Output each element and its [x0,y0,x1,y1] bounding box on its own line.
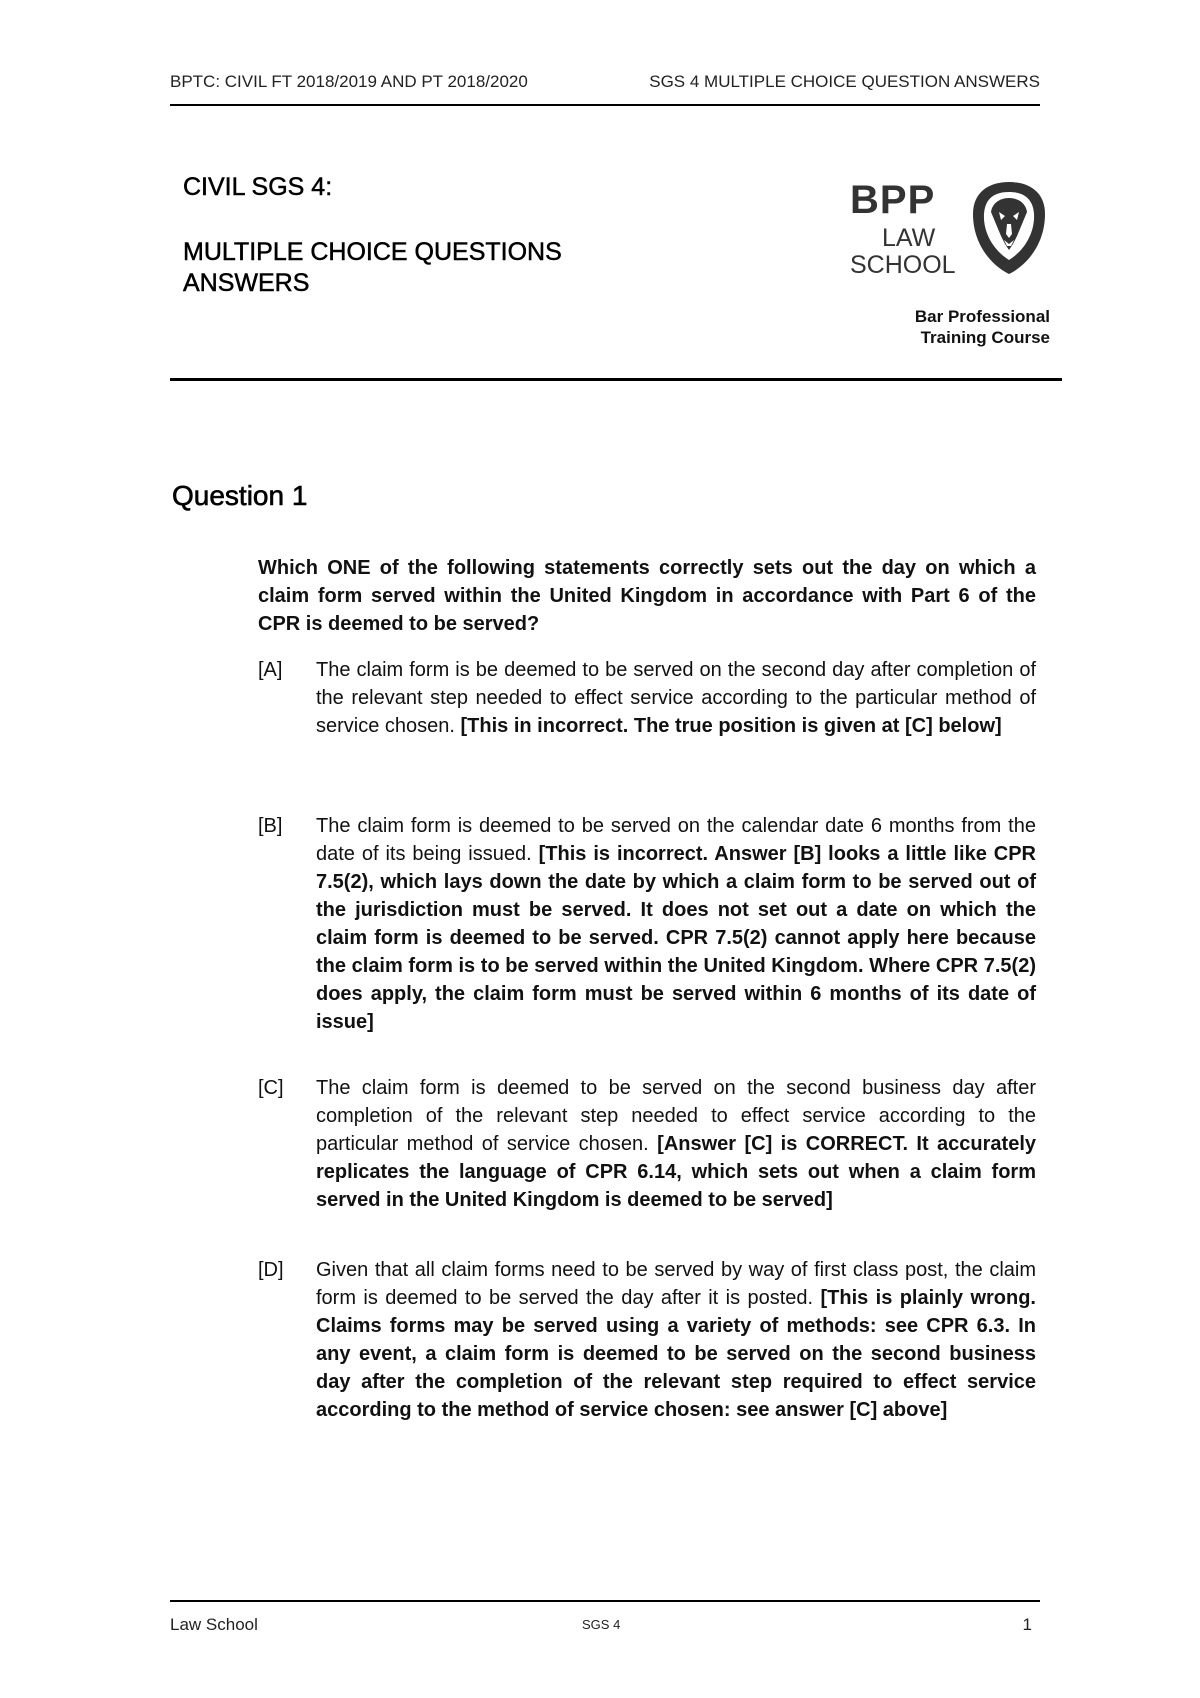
header-document-title: SGS 4 MULTIPLE CHOICE QUESTION ANSWERS [649,72,1040,91]
footer-module: SGS 4 [582,1617,621,1632]
header-rule [170,104,1040,106]
lion-shield-icon [971,180,1047,276]
running-header [170,72,1040,102]
option-text: The claim form is deemed to be served on the second business day after completion of the relevant step needed to effect service according to the particular method of service chosen. [316,1077,1036,1155]
option-letter: [C] [258,1077,284,1099]
bpp-law-school-logo [850,180,1050,290]
page-footer [170,1615,1040,1639]
logo-text-law: LAW [882,224,936,252]
course-name-line-2: Training Course [920,328,1050,347]
logo-text-school: SCHOOL [850,251,956,279]
footer-institution: Law School [170,1615,258,1634]
option-letter: [A] [258,659,283,681]
option-body [316,1074,1036,1214]
option-text: The claim form is be deemed to be served on the second day after completion of the relevant step needed to effect service according to the particular method of service chosen. [316,659,1036,737]
option-commentary: [This is incorrect. Answer [B] looks a little like CPR 7.5(2), which lays down the date by which a claim form to be served out of the jurisdiction must be served. It does not set out a date on which the claim form is deemed to be served. CPR 7.5(2) cannot apply here because the claim form is to be served within the United Kingdom. Where CPR 7.5(2) does apply, the claim form must be served within 6 months of its date of issue] [316,843,1036,1033]
option-text: Given that all claim forms need to be served by way of first class post, the claim form is deemed to be served the day after it is posted. [316,1259,1036,1309]
option-body [316,812,1036,1036]
option-letter: [D] [258,1259,284,1281]
option-letter: [B] [258,815,283,837]
question-stem: Which ONE of the following statements correctly sets out the day on which a claim form served within the United Kingdom in accordance with Part 6 of the CPR is deemed to be served? [258,557,1036,635]
option-commentary: [Answer [C] is CORRECT. It accurately replicates the language of CPR 6.14, which sets out when a claim form served in the United Kingdom is deemed to be served] [316,1133,1037,1211]
option-body [316,656,1036,740]
title-block [183,173,562,299]
option-body [316,1256,1036,1424]
option-commentary: [This in incorrect. The true position is given at [C] below] [460,715,1002,737]
document-title-line-2: MULTIPLE CHOICE QUESTIONS [183,238,562,266]
title-rule [170,378,1062,381]
question-heading: Question 1 [172,480,308,511]
course-name [915,306,1050,348]
footer-rule [170,1600,1040,1602]
logo-text-bpp: BPP [850,178,936,222]
document-title-line-3: ANSWERS [183,269,310,297]
option-text: The claim form is deemed to be served on the calendar date 6 months from the date of its being issued. [316,815,1036,865]
page-number: 1 [1022,1615,1032,1634]
header-course-code: BPTC: CIVIL FT 2018/2019 AND PT 2018/2020 [170,72,528,91]
course-name-line-1: Bar Professional [914,307,1050,326]
document-title-line-1: CIVIL SGS 4: [183,173,333,201]
option-commentary: [This is plainly wrong. Claims forms may be served using a variety of methods: see CPR 6.3. In any event, a claim form is deemed to be served on the second business day after the completion of the relevant step required to effect service according to the method of service chosen: see answer [C] above] [316,1287,1036,1421]
